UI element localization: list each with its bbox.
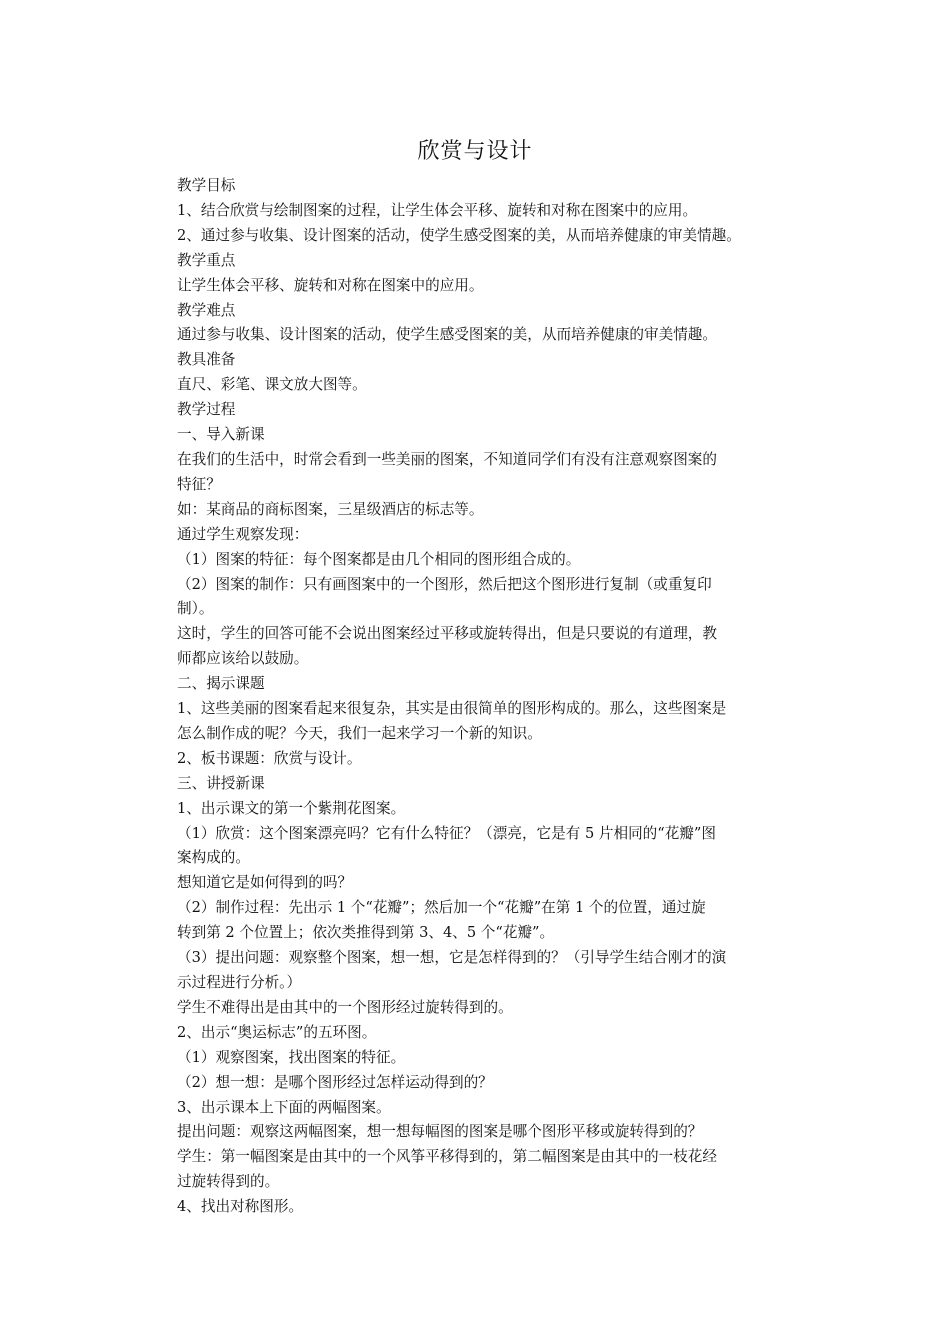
document-line: 教具准备 xyxy=(177,351,236,369)
document-line: （2）图案的制作：只有画图案中的一个图形，然后把这个图形进行复制（或重复印 xyxy=(177,575,712,593)
document-line: 想知道它是如何得到的吗？ xyxy=(177,874,353,892)
document-line: 怎么制作成的呢？今天，我们一起来学习一个新的知识。 xyxy=(177,724,542,742)
document-line: 直尺、彩笔、课文放大图等。 xyxy=(177,376,367,394)
document-line: 示过程进行分析。） xyxy=(177,974,302,991)
document-line: 教学难点 xyxy=(177,301,236,319)
document-line: 一、导入新课 xyxy=(177,426,265,444)
document-line: （1）图案的特征：每个图案都是由几个相同的图形组合成的。 xyxy=(177,550,581,568)
document-line: 让学生体会平移、旋转和对称在图案中的应用。 xyxy=(177,276,484,294)
document-line: （1）欣赏：这个图案漂亮吗？它有什么特征？（漂亮，它是有 5 片相同的“花瓣”图 xyxy=(177,824,716,842)
document-line: （1）观察图案，找出图案的特征。 xyxy=(177,1048,406,1066)
document-line: 案构成的。 xyxy=(177,849,250,867)
document-body xyxy=(177,174,817,1220)
document-line: 二、揭示课题 xyxy=(177,675,265,693)
document-line: 4、找出对称图形。 xyxy=(177,1198,304,1216)
document-line: 教学过程 xyxy=(177,401,236,419)
document-line: 通过参与收集、设计图案的活动，使学生感受图案的美，从而培养健康的审美情趣。 xyxy=(177,326,717,344)
document-line: 1、结合欣赏与绘制图案的过程，让学生体会平移、旋转和对称在图案中的应用。 xyxy=(177,201,698,219)
document-title: 欣赏与设计 xyxy=(417,139,533,164)
document-line: 3、出示课本上下面的两幅图案。 xyxy=(177,1098,391,1116)
document-line: 在我们的生活中，时常会看到一些美丽的图案，不知道同学们有没有注意观察图案的 xyxy=(177,450,717,468)
document-line: 通过学生观察发现： xyxy=(177,525,309,543)
document-line: （2）制作过程：先出示 1 个“花瓣”；然后加一个“花瓣”在第 1 个的位置，通过旋 xyxy=(177,899,706,917)
document-line: 2、出示“奥运标志”的五环图。 xyxy=(177,1023,377,1041)
document-line: 教学重点 xyxy=(177,251,236,269)
document-line: 学生：第一幅图案是由其中的一个风筝平移得到的，第二幅图案是由其中的一枝花经 xyxy=(177,1148,717,1166)
document-line: （3）提出问题：观察整个图案，想一想，它是怎样得到的？（引导学生结合刚才的演 xyxy=(177,949,727,967)
document-line: 如：某商品的商标图案，三星级酒店的标志等。 xyxy=(177,500,484,518)
document-line: 过旋转得到的。 xyxy=(177,1173,280,1191)
document-line: 1、出示课文的第一个紫荆花图案。 xyxy=(177,799,406,817)
document-line: 师都应该给以鼓励。 xyxy=(177,650,309,668)
document-line: 提出问题：观察这两幅图案，想一想每幅图的图案是哪个图形平移或旋转得到的？ xyxy=(177,1123,703,1141)
document-line: 2、通过参与收集、设计图案的活动，使学生感受图案的美，从而培养健康的审美情趣。 xyxy=(177,226,741,244)
document-line: 学生不难得出是由其中的一个图形经过旋转得到的。 xyxy=(177,998,513,1016)
document-line: 2、板书课题：欣赏与设计。 xyxy=(177,749,362,767)
document-line: 制）。 xyxy=(177,600,214,618)
document-line: （2）想一想：是哪个图形经过怎样运动得到的？ xyxy=(177,1073,493,1091)
document-line: 1、这些美丽的图案看起来很复杂，其实是由很简单的图形构成的。那么，这些图案是 xyxy=(177,700,727,718)
document-line: 三、讲授新课 xyxy=(177,774,265,792)
document-line: 这时，学生的回答可能不会说出图案经过平移或旋转得出，但是只要说的有道理，教 xyxy=(177,625,717,643)
document-line: 特征？ xyxy=(177,475,221,493)
document-line: 转到第 2 个位置上；依次类推得到第 3、4、5 个“花瓣”。 xyxy=(177,924,555,942)
document-line: 教学目标 xyxy=(177,177,236,194)
